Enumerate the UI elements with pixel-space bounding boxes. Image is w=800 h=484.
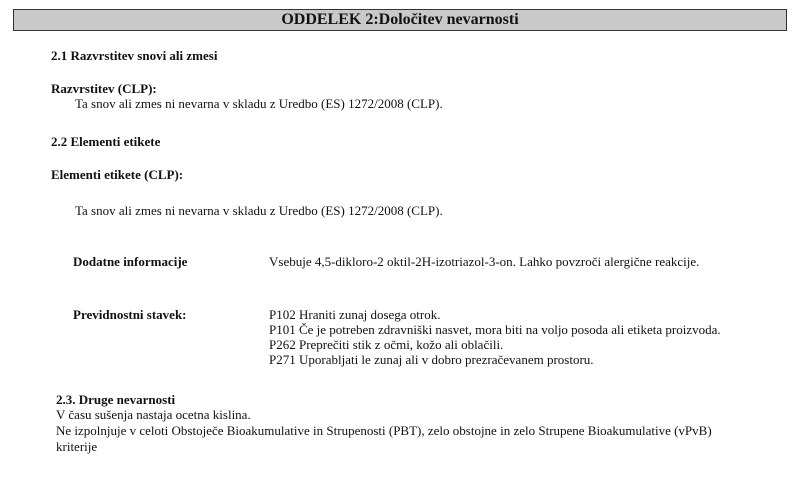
other-hazards-line-2: Ne izpolnjuje v celoti Obstoječe Bioakumulative in Strupenosti (PBT), zelo obstojne in zelo Strupene Bioakumulative (vPvB): [56, 423, 712, 438]
section-2-3-heading: 2.3. Druge nevarnosti: [56, 392, 176, 407]
other-hazards-line-1: V času sušenja nastaja ocetna kislina.: [56, 407, 251, 422]
section-2-1-heading: 2.1 Razvrstitev snovi ali zmesi: [51, 48, 218, 63]
precautionary-statements-list: [269, 307, 721, 367]
additional-info-text: Vsebuje 4,5-dikloro-2 oktil-2H-izotriazol-3-on. Lahko povzroči alergične reakcije.: [269, 254, 700, 269]
classification-clp-text: Ta snov ali zmes ni nevarna v skladu z Uredbo (ES) 1272/2008 (CLP).: [75, 96, 443, 111]
precaution-statement-p102: P102 Hraniti zunaj dosega otrok.: [269, 307, 441, 322]
section-2-2-heading: 2.2 Elementi etikete: [51, 134, 161, 149]
classification-clp-label: Razvrstitev (CLP):: [51, 81, 157, 96]
additional-info-label: Dodatne informacije: [73, 254, 188, 269]
section-title: ODDELEK 2:Določitev nevarnosti: [13, 9, 787, 31]
label-elements-clp-label: Elementi etikete (CLP):: [51, 167, 184, 182]
precautionary-statement-label: Previdnostni stavek:: [73, 307, 187, 322]
precaution-statement-p101: P101 Če je potreben zdravniški nasvet, mora biti na voljo posoda ali etiketa proizvoda.: [269, 322, 721, 337]
precaution-statement-p262: P262 Preprečiti stik z očmi, kožo ali oblačili.: [269, 337, 504, 352]
label-elements-clp-text: Ta snov ali zmes ni nevarna v skladu z Uredbo (ES) 1272/2008 (CLP).: [75, 203, 443, 218]
precaution-statement-p271: P271 Uporabljati le zunaj ali v dobro prezračevanem prostoru.: [269, 352, 594, 367]
other-hazards-line-3: kriterije: [56, 439, 98, 454]
